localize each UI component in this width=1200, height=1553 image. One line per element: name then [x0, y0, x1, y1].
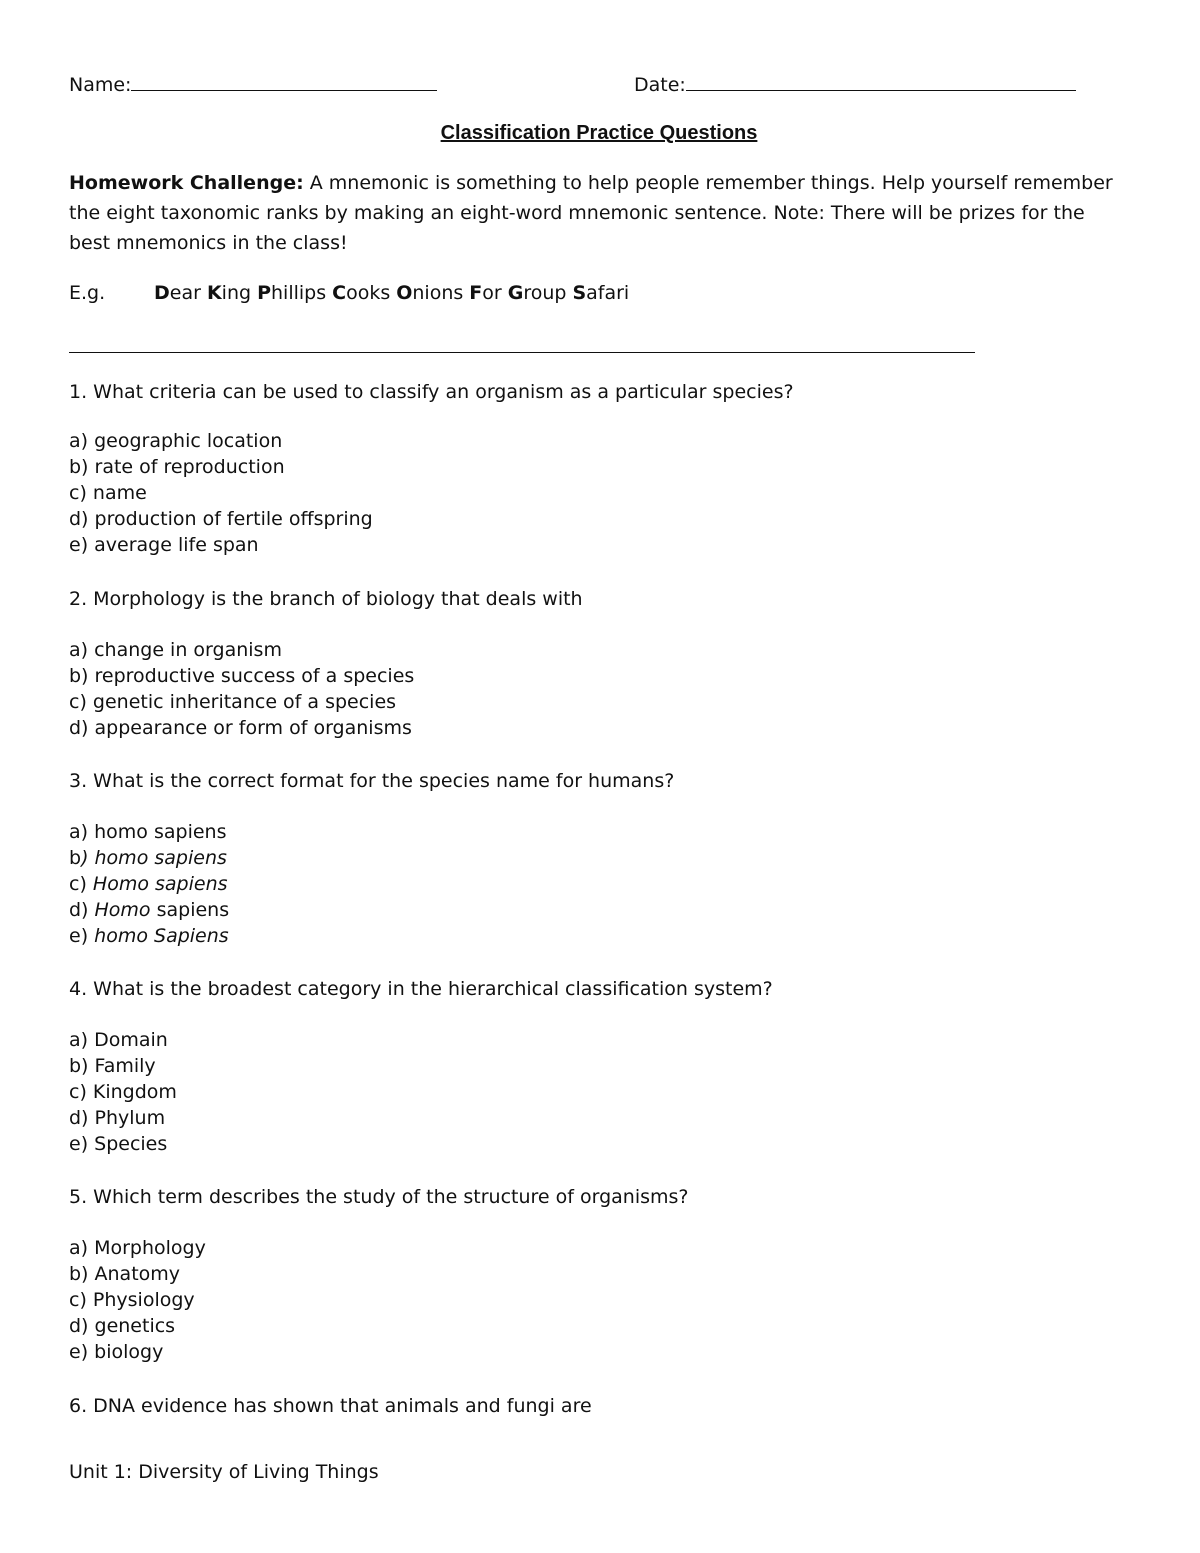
- option[interactable]: [69, 819, 229, 845]
- option[interactable]: a) geographic location: [69, 430, 283, 452]
- option[interactable]: [69, 871, 229, 897]
- question-5-options: [69, 1235, 206, 1365]
- date-blank[interactable]: [686, 72, 1076, 91]
- question-1-options: [69, 428, 373, 558]
- mnemonic-answer-line[interactable]: [69, 330, 975, 353]
- option-genus: Homo: [94, 899, 151, 921]
- example-word: [572, 282, 629, 304]
- name-blank[interactable]: [131, 72, 437, 91]
- example-word-initial: G: [507, 282, 524, 304]
- example-word-rest: afari: [586, 282, 630, 304]
- example-word: [508, 282, 567, 304]
- option[interactable]: a) change in organism: [69, 639, 282, 661]
- option[interactable]: c) name: [69, 482, 147, 504]
- option-species: sapiens: [154, 847, 227, 869]
- example-word-rest: ooks: [346, 282, 391, 304]
- question-6: 6. DNA evidence has shown that animals and fungi are: [69, 1395, 592, 1417]
- example-word-initial: K: [206, 282, 222, 304]
- question-5: 5. Which term describes the study of the structure of organisms?: [69, 1186, 689, 1208]
- example-label: E.g.: [69, 282, 106, 304]
- question-1: 1. What criteria can be used to classify an organism as a particular species?: [69, 381, 794, 403]
- question-3-options: [69, 819, 229, 949]
- option[interactable]: b) Family: [69, 1055, 156, 1077]
- option-species: sapiens: [155, 873, 228, 895]
- option[interactable]: d) appearance or form of organisms: [69, 717, 412, 739]
- example-word-rest: hillips: [271, 282, 327, 304]
- example-word: [396, 282, 463, 304]
- option-genus: homo: [94, 821, 148, 843]
- option-species: Sapiens: [154, 925, 229, 947]
- name-label: Name:: [69, 74, 132, 96]
- option[interactable]: [69, 897, 229, 923]
- page-footer: Unit 1: Diversity of Living Things: [69, 1461, 379, 1483]
- option-species: sapiens: [153, 821, 227, 843]
- option[interactable]: c) genetic inheritance of a species: [69, 691, 397, 713]
- question-4-options: [69, 1027, 177, 1157]
- example-word: [154, 282, 201, 304]
- example-word: [332, 282, 390, 304]
- question-2-options: [69, 637, 414, 741]
- example-word-rest: roup: [523, 282, 567, 304]
- example-word-initial: F: [469, 282, 483, 304]
- challenge-lead: Homework Challenge:: [69, 172, 304, 194]
- option[interactable]: a) Morphology: [69, 1237, 206, 1259]
- example-word-initial: S: [572, 282, 587, 304]
- worksheet-page: [69, 0, 1129, 1553]
- option-prefix: c): [69, 873, 93, 895]
- option-genus: Homo: [92, 873, 149, 895]
- example-word: [469, 282, 501, 304]
- date-field[interactable]: [634, 72, 1076, 98]
- example-word-rest: ear: [169, 282, 201, 304]
- question-2: 2. Morphology is the branch of biology that deals with: [69, 588, 583, 610]
- option[interactable]: b) rate of reproduction: [69, 456, 285, 478]
- option-species: sapiens: [156, 899, 230, 921]
- option[interactable]: e) biology: [69, 1341, 164, 1363]
- date-label: Date:: [634, 74, 686, 96]
- option-prefix: e): [69, 925, 95, 947]
- option[interactable]: c) Physiology: [69, 1289, 195, 1311]
- option[interactable]: [69, 923, 229, 949]
- example-words: [154, 280, 635, 306]
- example-word-initial: D: [154, 282, 170, 304]
- option[interactable]: d) production of fertile offspring: [69, 508, 373, 530]
- option[interactable]: b) reproductive success of a species: [69, 665, 415, 687]
- option[interactable]: c) Kingdom: [69, 1081, 177, 1103]
- question-3: 3. What is the correct format for the species name for humans?: [69, 770, 675, 792]
- option[interactable]: e) average life span: [69, 534, 259, 556]
- example-word: [207, 282, 251, 304]
- example-word: [257, 282, 326, 304]
- mnemonic-example: [69, 280, 635, 306]
- homework-challenge: [69, 168, 1129, 258]
- option-prefix: a): [69, 821, 95, 843]
- option[interactable]: d) Phylum: [69, 1107, 166, 1129]
- option[interactable]: [69, 845, 229, 871]
- name-field[interactable]: [69, 72, 437, 98]
- option[interactable]: b) Anatomy: [69, 1263, 181, 1285]
- example-word-initial: P: [257, 282, 271, 304]
- challenge-text: A mnemonic is something to help people remember things. Help yourself remember the eight taxonomic ranks by making an eight-word mnemonic sentence. Note: There will be prizes for the best mnemonics in the class!: [69, 172, 1113, 254]
- question-4: 4. What is the broadest category in the hierarchical classification system?: [69, 978, 773, 1000]
- example-word-rest: nions: [412, 282, 464, 304]
- page-title: Classification Practice Questions: [440, 122, 758, 144]
- example-word-rest: or: [482, 282, 502, 304]
- option-genus: ) homo: [81, 847, 149, 869]
- option[interactable]: e) Species: [69, 1133, 168, 1155]
- example-word-initial: C: [332, 282, 347, 304]
- example-word-rest: ing: [221, 282, 252, 304]
- example-word-initial: O: [396, 282, 413, 304]
- option-genus: homo: [94, 925, 148, 947]
- option[interactable]: a) Domain: [69, 1029, 168, 1051]
- option[interactable]: d) genetics: [69, 1315, 176, 1337]
- option-prefix: d): [69, 899, 95, 921]
- option-prefix: b: [69, 847, 82, 869]
